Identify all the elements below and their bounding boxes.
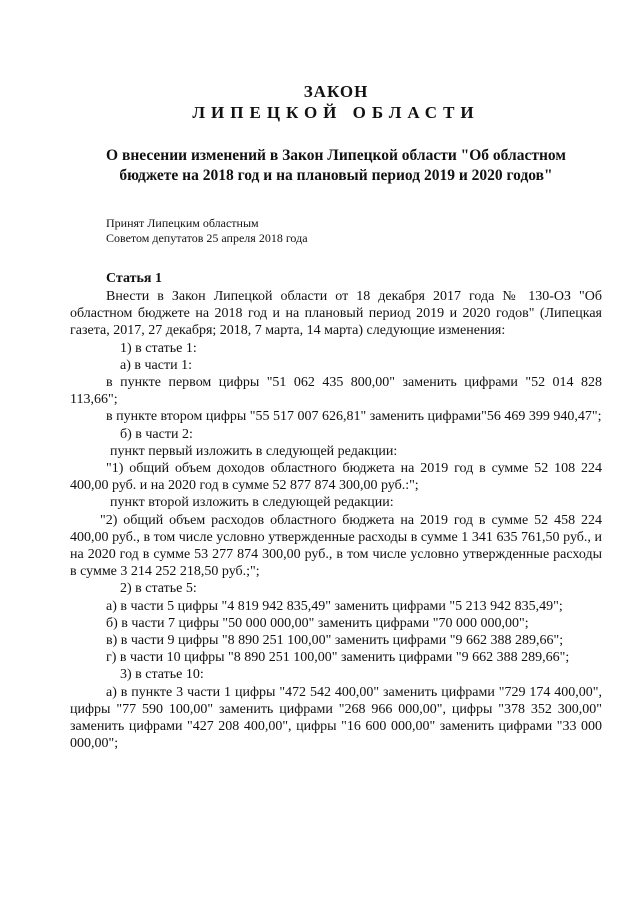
list-item: в) в части 9 цифры "8 890 251 100,00" заменить цифрами "9 662 388 289,66"; <box>106 633 564 649</box>
list-item: пункт второй изложить в следующей редакции: <box>110 495 394 511</box>
list-item: а) в части 1: <box>120 357 192 373</box>
adoption-note-line-2: Советом депутатов 25 апреля 2018 года <box>106 231 308 245</box>
article-heading: Статья 1 <box>106 271 162 286</box>
list-item: "1) общий объем доходов областного бюджета на 2019 год в сумме 52 108 224 400,00 руб. и на 2020 год в сумме 52 877 874 300,00 руб.:"; <box>70 461 602 494</box>
law-subtitle <box>70 146 602 186</box>
list-item: 3) в статье 10: <box>120 667 204 683</box>
list-item: "2) общий объем расходов областного бюджета на 2019 год в сумме 52 458 224 400,00 руб., в том числе условно утвержденные расходы в сумме 1 341 635 761,50 руб., и на 2020 год в сумме 53 277 874 300,00 руб., в том числе условно утвержденные расходы в сумме 3 214 252 218,50 руб.;"; <box>70 512 602 580</box>
adoption-note <box>106 216 602 246</box>
list-item: в пункте первом цифры "51 062 435 800,00" заменить цифрами "52 014 828 113,66"; <box>70 375 602 408</box>
list-item: а) в пункте 3 части 1 цифры "472 542 400,00" заменить цифрами "729 174 400,00", цифры "77 590 100,00" заменить цифрами "268 966 000,00", цифры "378 352 300,00" заменить цифрами "427 208 400,00", цифры "16 600 000,00" заменить цифрами "33 000 000,00"; <box>70 684 602 752</box>
law-subtitle-line-2: бюджете на 2018 год и на плановый период 2019 и 2020 годов" <box>119 167 553 184</box>
list-item: г) в части 10 цифры "8 890 251 100,00" заменить цифрами "9 662 388 289,66"; <box>106 650 570 666</box>
adoption-note-line-1: Принят Липецким областным <box>106 216 259 230</box>
list-item: 2) в статье 5: <box>120 581 197 597</box>
list-item: 1) в статье 1: <box>120 340 197 356</box>
law-title: ЗАКОН <box>303 82 369 101</box>
article-intro: Внести в Закон Липецкой области от 18 декабря 2017 года № 130-ОЗ "Об областном бюджете на 2018 год и на плановый период 2019 и 2020 годов" (Липецкая газета, 2017, 27 декабря; 2018, 7 марта, 14 марта) следующие изменения: <box>70 289 602 339</box>
region-title: ЛИПЕЦКОЙ ОБЛАСТИ <box>192 103 480 122</box>
list-item: в пункте втором цифры "55 517 007 626,81" заменить цифрами"56 469 399 940,47"; <box>106 409 602 425</box>
list-item: б) в части 2: <box>120 426 193 442</box>
law-subtitle-line-1: О внесении изменений в Закон Липецкой области "Об областном <box>106 147 566 164</box>
list-item: пункт первый изложить в следующей редакции: <box>110 443 398 459</box>
list-item: б) в части 7 цифры "50 000 000,00" заменить цифрами "70 000 000,00"; <box>106 615 529 631</box>
list-item: а) в части 5 цифры "4 819 942 835,49" заменить цифрами "5 213 942 835,49"; <box>106 598 563 614</box>
